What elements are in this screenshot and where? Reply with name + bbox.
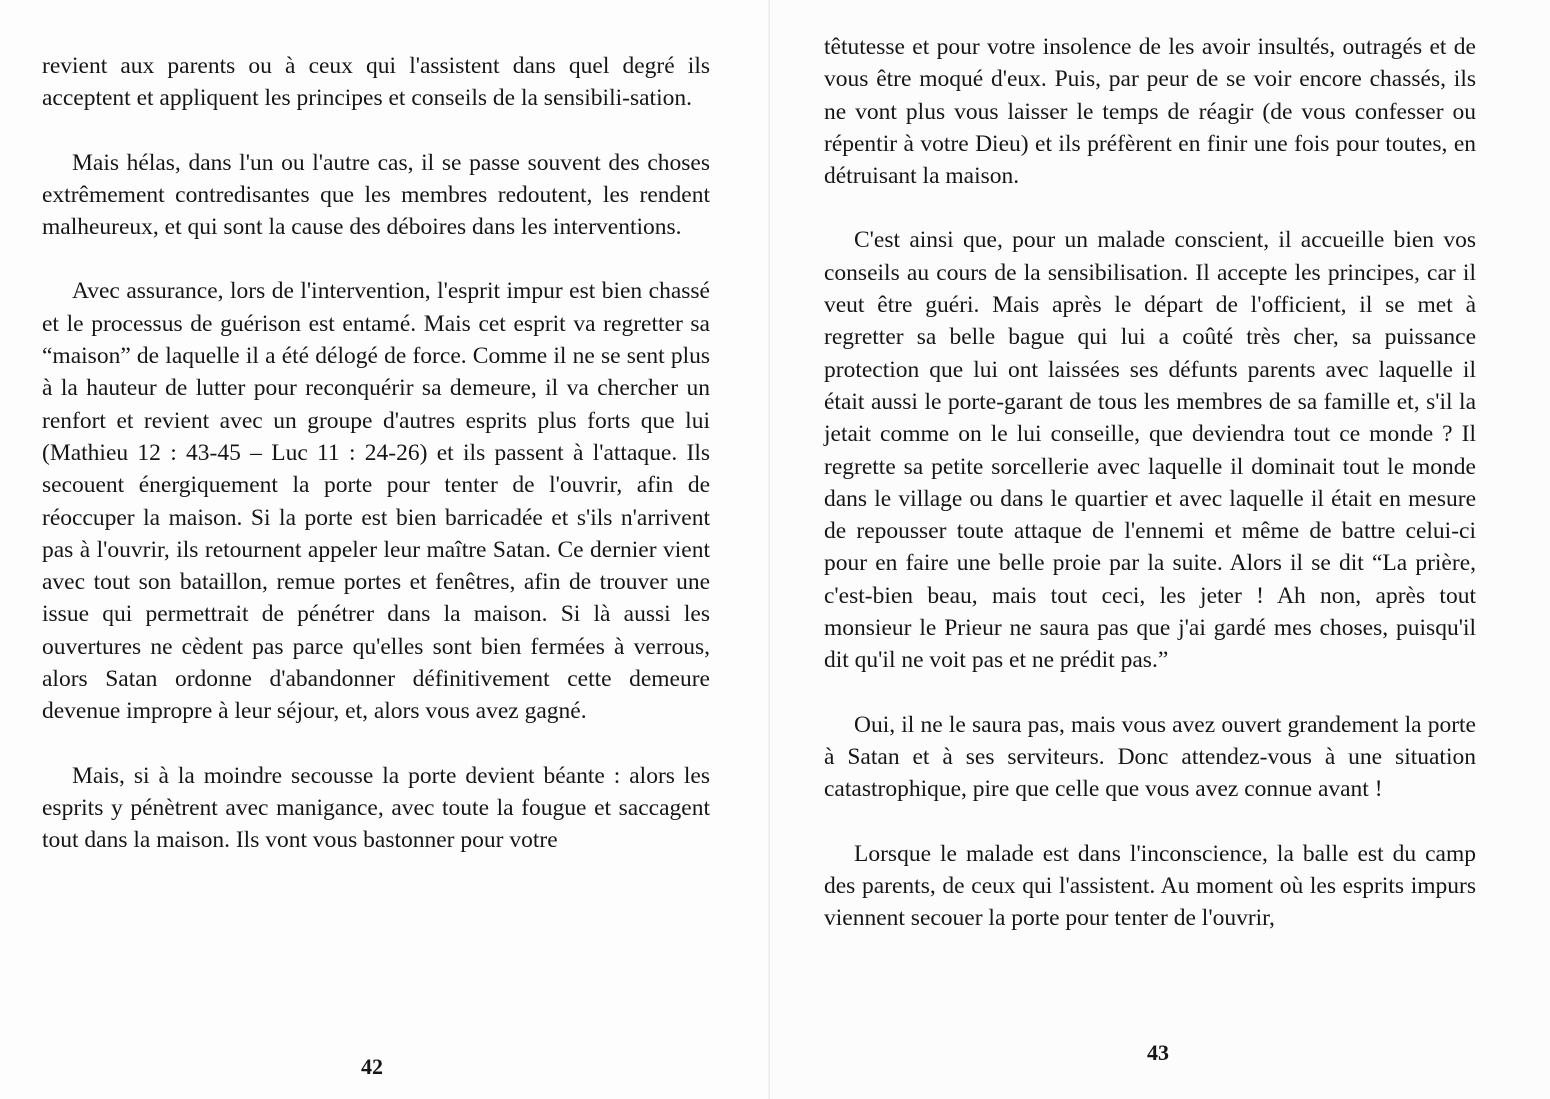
paragraph: têtutesse et pour votre insolence de les avoir insultés, outragés et de vous être moqué d'eux. Puis, par peur de se voir encore chassés, ils ne vont plus vous laisser le temps de réagir (de vous confesser ou répentir à votre Dieu) et ils préfèrent en finir une fois pour toutes, en détruisant la maison.: [824, 34, 1476, 190]
paragraph: Lorsque le malade est dans l'inconscience, la balle est du camp des parents, de ceux qui l'assistent. Au moment où les esprits impurs viennent secouer la porte pour tenter de l'ouvrir,: [824, 840, 1476, 932]
paragraph: Mais, si à la moindre secousse la porte devient béante : alors les esprits y pénètrent avec manigance, avec toute la fougue et saccagent tout dans la maison. Ils vont vous bastonner pour votre: [42, 762, 710, 854]
left-page: [0, 0, 770, 1099]
paragraph: Oui, il ne le saura pas, mais vous avez ouvert grandement la porte à Satan et à ses serviteurs. Donc attendez-vous à une situation catastrophique, pire que celle que vous avez connue avant !: [824, 711, 1476, 803]
right-page: [770, 0, 1550, 1099]
paragraph: revient aux parents ou à ceux qui l'assistent dans quel degré ils acceptent et appliquent les principes et conseils de la sensibili-sation.: [42, 53, 710, 112]
page-number-right: 43: [1147, 1040, 1169, 1065]
paragraph: C'est ainsi que, pour un malade conscient, il accueille bien vos conseils au cours de la sensibilisation. Il accepte les principes, car il veut être guéri. Mais après le départ de l'officient, il se met à regretter sa belle bague qui lui a coûté très cher, sa puissance protection que lui ont laissées ses défunts parents avec laquelle il était aussi le porte-garant de tous les membres de sa famille et, s'il la jetait comme on le lui conseille, que deviendra tout ce monde ? Il regrette sa petite sorcellerie avec laquelle il dominait tout le monde dans le village ou dans le quartier et avec laquelle il était en mesure de repousser toute attaque de l'ennemi et même de battre celui-ci pour en faire une belle proie par la suite. Alors il se dit “La prière, c'est-bien beau, mais tout ceci, les jeter ! Ah non, après tout monsieur le Prieur ne saura pas que j'ai gardé mes choses, puisqu'il dit qu'il ne voit pas et ne prédit pas.”: [824, 227, 1476, 674]
right-page-text: [824, 31, 1476, 934]
paragraph: Avec assurance, lors de l'intervention, l'esprit impur est bien chassé et le processus de guérison est entamé. Mais cet esprit va regretter sa “maison” de laquelle il a été délogé de force. Comme il ne se sent plus à la hauteur de lutter pour reconquérir sa demeure, il va chercher un renfort et revient avec un groupe d'autres esprits plus forts que lui (Mathieu 12 : 43-45 – Luc 11 : 24-26) et ils passent à l'attaque. Ils secouent énergiquement la porte pour tenter de l'ouvrir, afin de réoccuper la maison. Si la porte est bien barricadée et s'ils n'arrivent pas à l'ouvrir, ils retournent appeler leur maître Satan. Ce dernier vient avec tout son bataillon, remue portes et fenêtres, afin de trouver une issue qui permettrait de pénétrer dans la maison. Si là aussi les ouvertures ne cèdent pas parce qu'elles sont bien fermées à verrous, alors Satan ordonne d'abandonner définitivement cette demeure devenue impropre à leur séjour, et, alors vous avez gagné.: [42, 278, 710, 725]
paragraph: Mais hélas, dans l'un ou l'autre cas, il se passe souvent des choses extrêmement contredisantes que les membres redoutent, les rendent malheureux, et qui sont la cause des déboires dans les interventions.: [42, 149, 710, 241]
page-number-left: 42: [361, 1054, 383, 1079]
left-page-text: [42, 50, 710, 857]
